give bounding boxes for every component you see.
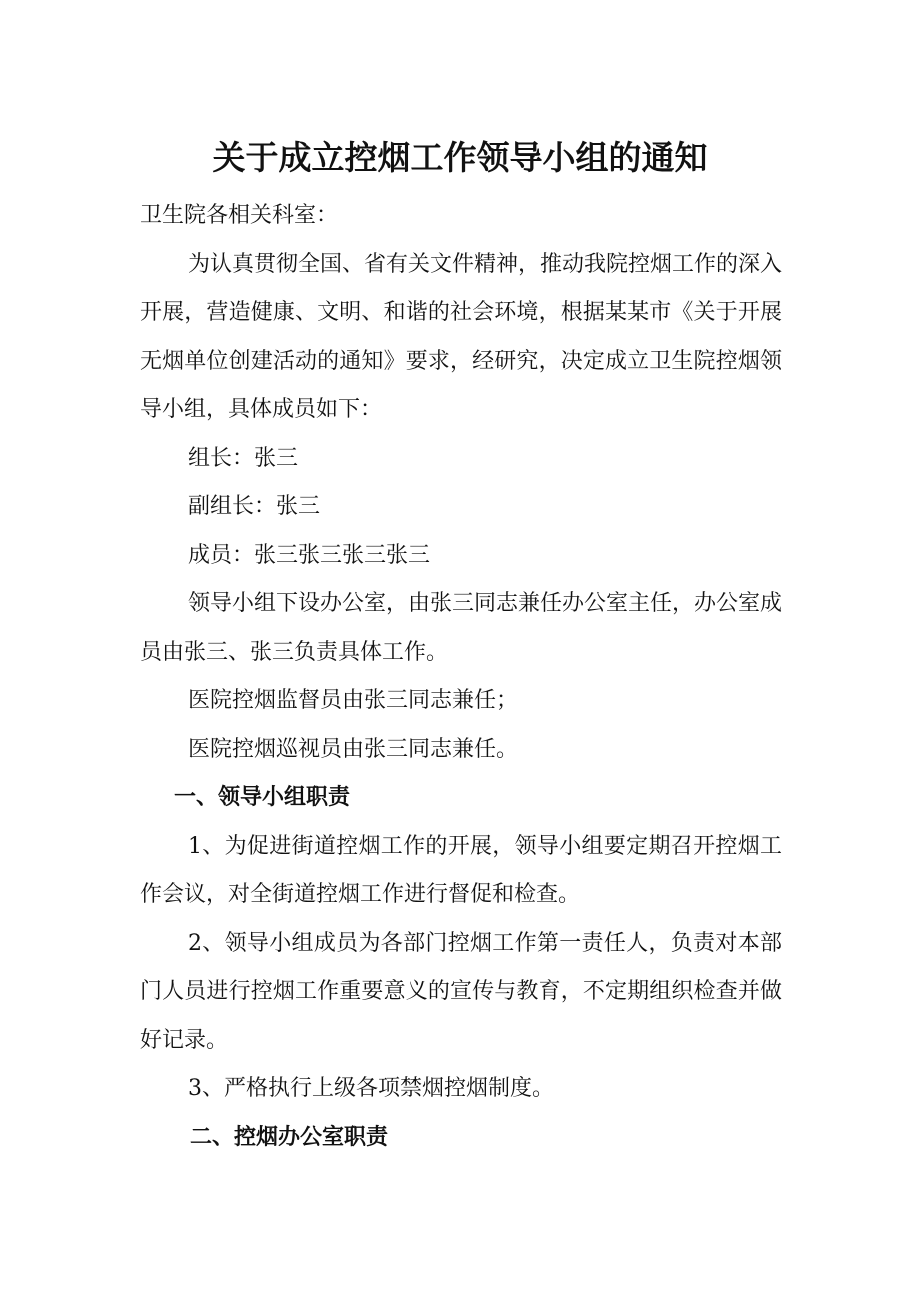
- document-title: 关于成立控烟工作领导小组的通知: [212, 138, 708, 177]
- section1-item-2: 2、领导小组成员为各部门控烟工作第一责任人，负责对本部门人员进行控烟工作重要意义的宣传与教育，不定期组织检查并做好记录。: [140, 930, 782, 1053]
- deputy-line: 副组长：张三: [188, 494, 321, 519]
- section-heading-2: 二、控烟办公室职责: [190, 1124, 389, 1150]
- section-heading-1: 一、领导小组职责: [174, 785, 351, 810]
- salutation: 卫生院各相关科室：: [140, 203, 339, 228]
- supervisor-line: 医院控烟监督员由张三同志兼任；: [188, 688, 519, 713]
- section1-item-1: 1、为促进街道控烟工作的开展，领导小组要定期召开控烟工作会议，对全街道控烟工作进行督促和检查。: [140, 833, 782, 907]
- intro-paragraph: 为认真贯彻全国、省有关文件精神，推动我院控烟工作的深入开展，营造健康、文明、和谐的社会环境，根据某某市《关于开展无烟单位创建活动的通知》要求，经研究，决定成立卫生院控烟领导小组，具体成员如下：: [140, 251, 783, 422]
- document-body: [140, 192, 782, 1162]
- office-paragraph: 领导小组下设办公室，由张三同志兼任办公室主任，办公室成员由张三、张三负责具体工作。: [140, 591, 783, 665]
- section1-item-3: 3、严格执行上级各项禁烟控烟制度。: [188, 1076, 554, 1101]
- members-line: 成员：张三张三张三张三: [188, 542, 431, 568]
- inspector-line: 医院控烟巡视员由张三同志兼任。: [188, 736, 519, 762]
- leader-line: 组长：张三: [188, 445, 299, 471]
